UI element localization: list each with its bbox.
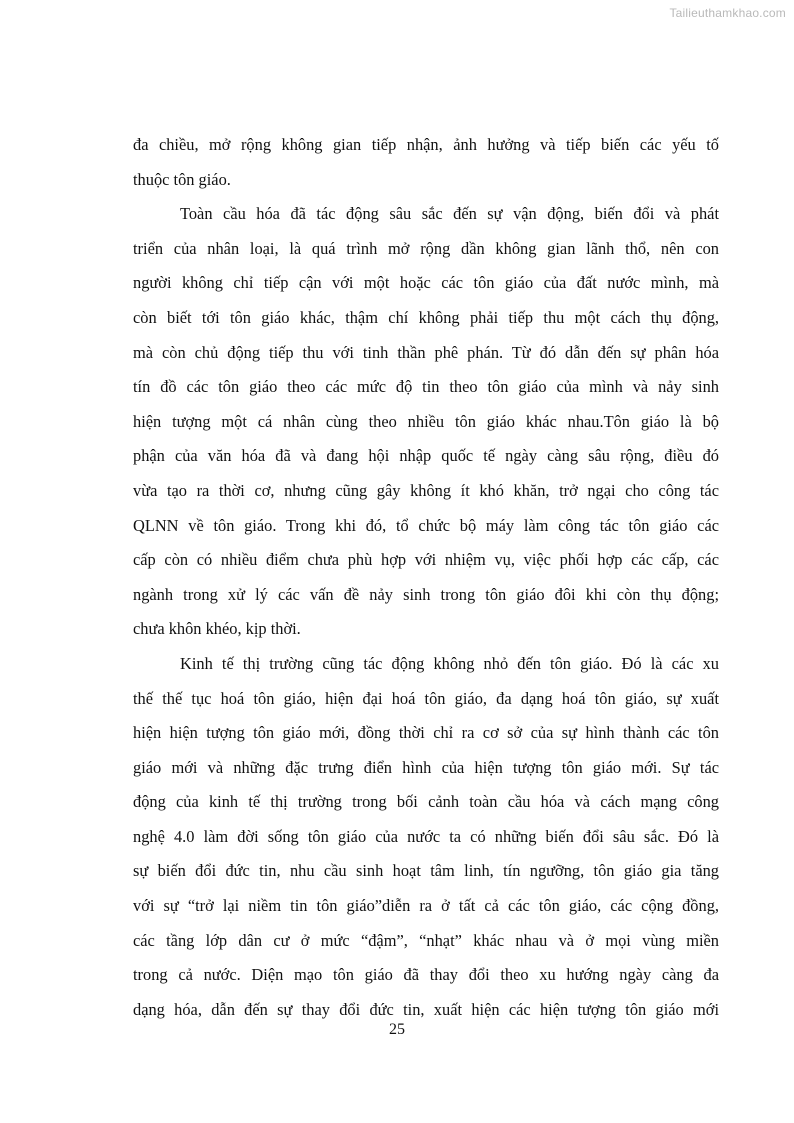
text-line: thế thế tục hoá tôn giáo, hiện đại hoá tôn giáo, đa dạng hoá tôn giáo, sự xuất (133, 688, 719, 708)
text-line: cấp còn có nhiều điểm chưa phù hợp với nhiệm vụ, việc phối hợp các cấp, các (133, 550, 719, 570)
text-line: vừa tạo ra thời cơ, nhưng cũng gây không ít khó khăn, trở ngại cho công tác (133, 480, 719, 500)
text-line: tín đồ các tôn giáo theo các mức độ tin theo tôn giáo của mình và nảy sinh (133, 377, 719, 397)
text-line: ngành trong xử lý các vấn đề nảy sinh trong tôn giáo đôi khi còn thụ động; (133, 584, 719, 604)
text-line: giáo mới và những đặc trưng điển hình của hiện tượng tôn giáo mới. Sự tác (133, 757, 719, 777)
watermark: Tailieuthamkhao.com (669, 6, 786, 20)
text-line: thuộc tôn giáo. (133, 169, 231, 189)
text-line: Kinh tế thị trường cũng tác động không nhỏ đến tôn giáo. Đó là các xu (180, 653, 719, 673)
text-line: nghệ 4.0 làm đời sống tôn giáo của nước ta có những biến đổi sâu sắc. Đó là (133, 826, 719, 846)
text-line: với sự “trở lại niềm tin tôn giáo”diễn ra ở tất cả các tôn giáo, các cộng đồng, (133, 896, 719, 916)
text-line: mà còn chủ động tiếp thu với tinh thần phê phán. Từ đó dẫn đến sự phân hóa (133, 342, 719, 362)
page-number: 25 (389, 1021, 405, 1038)
text-line: triển của nhân loại, là quá trình mở rộng dần không gian lãnh thổ, nên con (133, 238, 719, 258)
text-line: đa chiều, mở rộng không gian tiếp nhận, ảnh hưởng và tiếp biến các yếu tố (133, 135, 719, 154)
text-line: hiện hiện tượng tôn giáo mới, đồng thời chỉ ra cơ sở của sự hình thành các tôn (133, 723, 719, 743)
text-line: chưa khôn khéo, kịp thời. (133, 619, 301, 639)
text-line: còn biết tới tôn giáo khác, thậm chí không phải tiếp thu một cách thụ động, (133, 307, 719, 327)
text-line: trong cả nước. Diện mạo tôn giáo đã thay đổi theo xu hướng ngày càng đa (133, 965, 719, 985)
text-line: dạng hóa, dẫn đến sự thay đổi đức tin, xuất hiện các hiện tượng tôn giáo mới (133, 999, 719, 1019)
text-line: động của kinh tế thị trường trong bối cảnh toàn cầu hóa và cách mạng công (133, 792, 719, 812)
text-line: QLNN về tôn giáo. Trong khi đó, tổ chức bộ máy làm công tác tôn giáo các (133, 515, 719, 535)
text-line: phận của văn hóa đã và đang hội nhập quốc tế ngày càng sâu rộng, điều đó (133, 446, 719, 466)
document-body (133, 128, 719, 1027)
text-line: hiện tượng một cá nhân cùng theo nhiều tôn giáo khác nhau.Tôn giáo là bộ (133, 411, 719, 431)
text-line: các tầng lớp dân cư ở mức “đậm”, “nhạt” khác nhau và ở mọi vùng miền (133, 930, 719, 950)
text-line: sự biến đổi đức tin, nhu cầu sinh hoạt tâm linh, tín ngưỡng, tôn giáo gia tăng (133, 861, 719, 881)
text-line: Toàn cầu hóa đã tác động sâu sắc đến sự vận động, biến đổi và phát (180, 204, 719, 224)
text-line: người không chỉ tiếp cận với một hoặc các tôn giáo của đất nước mình, mà (133, 273, 719, 293)
